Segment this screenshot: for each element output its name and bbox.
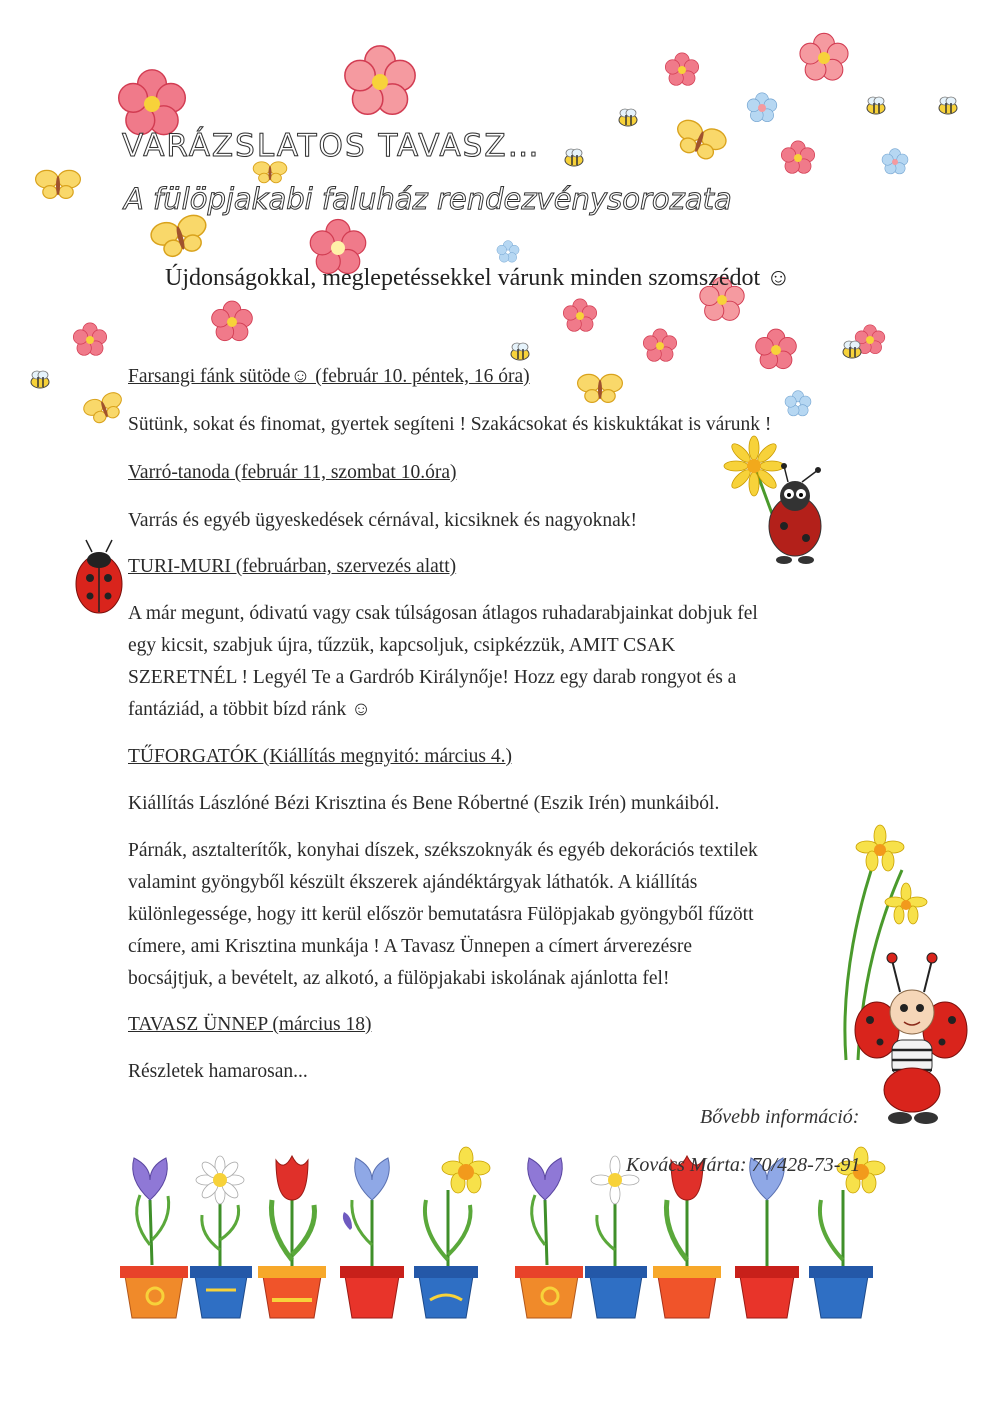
event-text-turi-muri-line: egy kicsit, szabjuk újra, tűzzük, kapcsoljuk, csipkézzük, AMIT CSAK	[128, 635, 676, 656]
event-text-tuforgatok-line: Párnák, asztalterítők, konyhai díszek, székszoknyák és egyéb dekorációs textilek	[128, 840, 758, 861]
event-text-tavasz-unnep: Részletek hamarosan...	[128, 1061, 308, 1082]
event-text-turi-muri-line: A már megunt, ódivatú vagy csak túlságosan átlagos ruhadarabjainkat dobjuk fel	[128, 603, 758, 624]
event-heading-tuforgatok: TŰFORGATÓK (Kiállítás megnyitó: március 4.)	[128, 746, 512, 767]
event-text-tuforgatok-line: bocsájtjuk, a bevételt, az alkotó, a fülöpjakabi iskolának ajánlotta fel!	[128, 968, 670, 989]
page-subtitle: A fülöpjakabi faluház rendezvénysorozata	[124, 182, 732, 216]
event-text-turi-muri-line: fantáziád, a többit bízd ránk ☺	[128, 699, 371, 720]
event-text-tuforgatok-line: valamint gyöngyből készült ékszerek ajándéktárgyak láthatók. A kiállítás	[128, 872, 698, 893]
event-heading-farsang: Farsangi fánk sütöde☺ (február 10. péntek, 16 óra)	[128, 366, 530, 387]
event-text-turi-muri-line: SZERETNÉL ! Legyél Te a Gardrób Királynője! Hozz egy darab rongyot és a	[128, 667, 737, 688]
contact-person: Kovács Márta: 70/428-73-91	[626, 1154, 861, 1176]
page-title: VARÁZSLATOS TAVASZ…	[122, 128, 541, 164]
ladybug-icon	[76, 540, 122, 613]
event-text-varro-tanoda: Varrás és egyéb ügyeskedések cérnával, kicsiknek és nagyoknak!	[128, 510, 637, 531]
event-text-farsang: Sütünk, sokat és finomat, gyertek segíteni ! Szakácsokat és kiskuktákat is várunk !	[128, 414, 772, 435]
event-text-tuforgatok: Kiállítás Lászlóné Bézi Krisztina és Bene Róbertné (Eszik Irén) munkáiból.	[128, 793, 720, 814]
event-heading-varro-tanoda: Varró-tanoda (február 11, szombat 10.óra)	[128, 462, 457, 483]
event-text-tuforgatok-line: címere, ami Krisztina munkája ! A Tavasz Ünnepen a címert árverezésre	[128, 936, 693, 957]
intro-line: Újdonságokkal, meglepetéssekkel várunk minden szomszédot ☺	[165, 265, 791, 291]
contact-label: Bővebb információ:	[700, 1106, 860, 1128]
ladybug-with-flower-icon	[724, 436, 821, 564]
event-heading-tavasz-unnep: TAVASZ ÜNNEP (március 18)	[128, 1014, 372, 1035]
event-text-tuforgatok-line: különlegessége, hogy itt kerül először bemutatásra Fülöpjakab gyöngyből fűzött	[128, 904, 754, 925]
event-heading-turi-muri: TURI-MURI (februárban, szervezés alatt)	[128, 556, 457, 577]
ladybug-with-bouquet-icon	[845, 825, 967, 1124]
